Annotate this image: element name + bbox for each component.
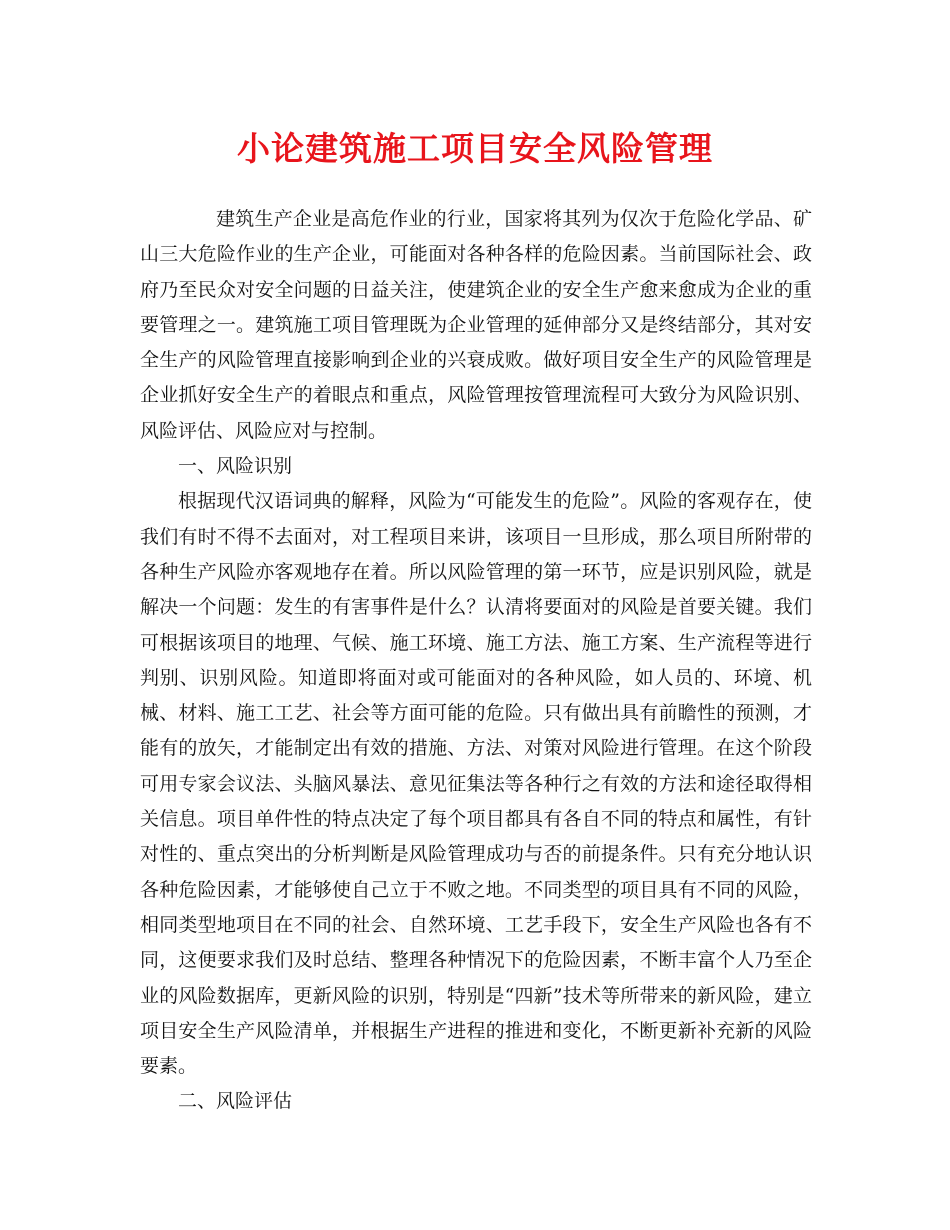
section-heading-risk-assessment: 二、风险评估 (178, 1090, 293, 1113)
intro-paragraph: 建筑生产企业是高危作业的行业，国家将其列为仅次于危险化学品、矿山三大危险作业的生产企业，可能面对各种各样的危险因素。当前国际社会、政府乃至民众对安全问题的日益关注，使建筑企业的安全生产愈来愈成为企业的重要管理之一。建筑施工项目管理既为企业管理的延伸部分又是终结部分，其对安全生产的风险管理直接影响到企业的兴衰成败。做好项目安全生产的风险管理是企业抓好安全生产的着眼点和重点，风险管理按管理流程可大致分为风险识别、风险评估、风险应对与控制。 (140, 208, 812, 442)
document-title: 小论建筑施工项目安全风险管理 (237, 129, 713, 168)
risk-identification-paragraph: 根据现代汉语词典的解释，风险为“可能发生的危险”。风险的客观存在，使我们有时不得不去面对，对工程项目来讲，该项目一旦形成，那么项目所附带的各种生产风险亦客观地存在着。所以风险管理的第一环节，应是识别风险，就是解决一个问题：发生的有害事件是什么？认清将要面对的风险是首要关键。我们可根据该项目的地理、气候、施工环境、施工方法、施工方案、生产流程等进行判别、识别风险。知道即将面对或可能面对的各种风险，如人员的、环境、机械、材料、施工工艺、社会等方面可能的危险。只有做出具有前瞻性的预测，才能有的放矢，才能制定出有效的措施、方法、对策对风险进行管理。在这个阶段可用专家会议法、头脑风暴法、意见征集法等各种行之有效的方法和途径取得相关信息。项目单件性的特点决定了每个项目都具有各自不同的特点和属性，有针对性的、重点突出的分析判断是风险管理成功与否的前提条件。只有充分地认识各种危险因素，才能够使自己立于不败之地。不同类型的项目具有不同的风险，相同类型地项目在不同的社会、自然环境、工艺手段下，安全生产风险也各有不同，这便要求我们及时总结、整理各种情况下的危险因素，不断丰富个人乃至企业的风险数据库，更新风险的识别，特别是“四新”技术等所带来的新风险，建立项目安全生产风险清单，并根据生产进程的推进和变化，不断更新补充新的风险要素。 (140, 490, 812, 1078)
section-heading-risk-identification: 一、风险识别 (178, 455, 293, 478)
document-body (140, 202, 812, 1120)
